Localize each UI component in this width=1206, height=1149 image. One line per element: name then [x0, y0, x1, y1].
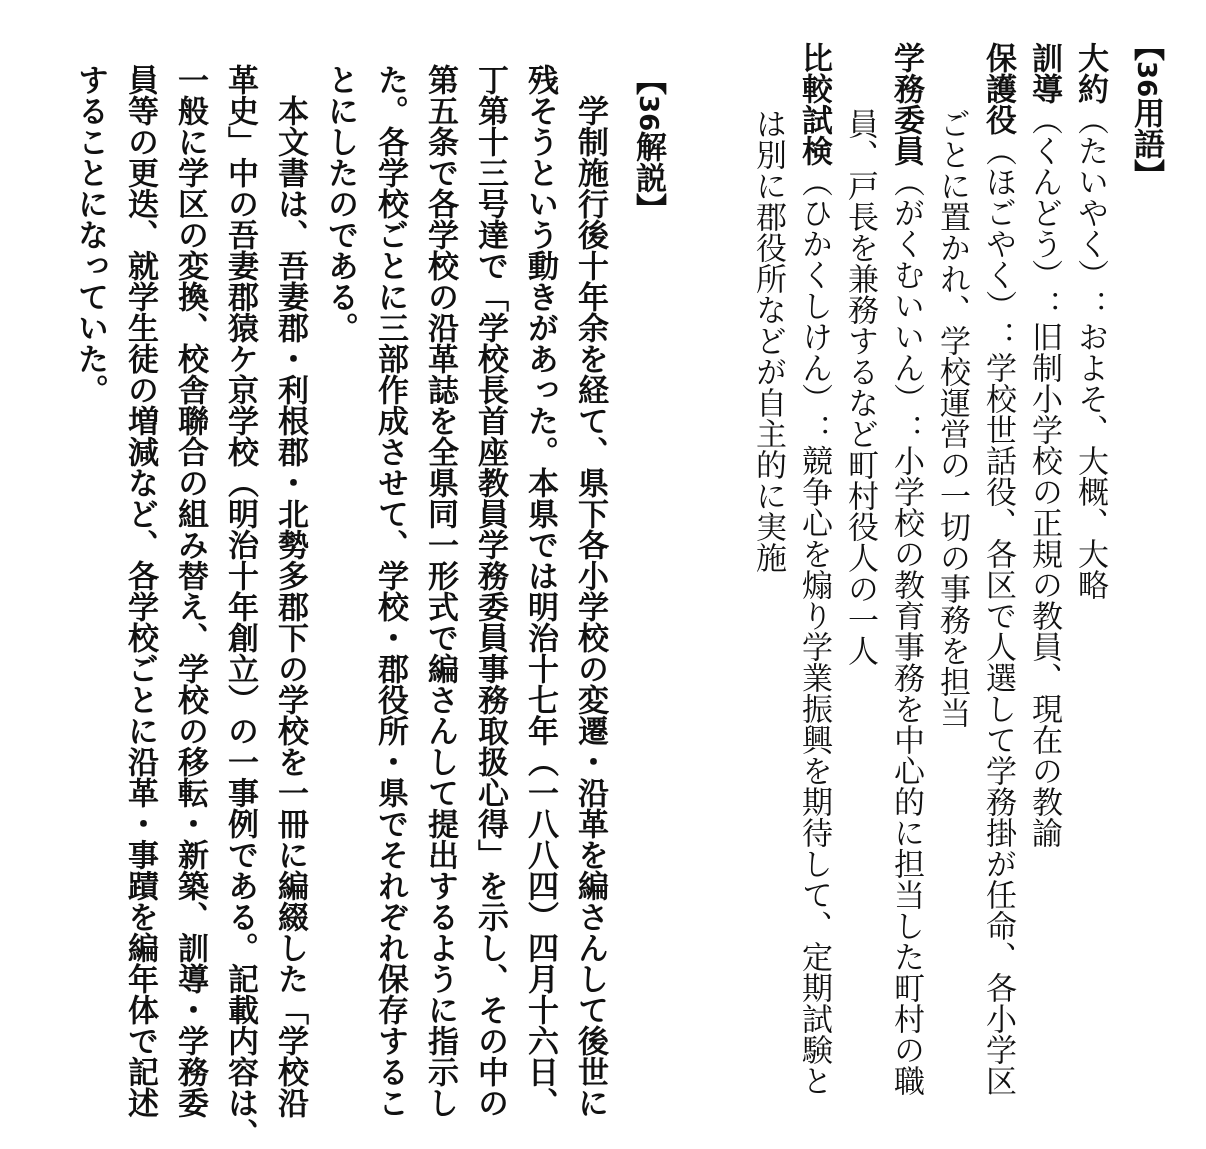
commentary-heading	[626, 64, 670, 224]
glossary-entry	[1068, 42, 1112, 600]
commentary-heading-title: 解説	[630, 131, 666, 194]
glossary-heading	[1124, 30, 1168, 190]
commentary-line: することになっていた。	[72, 64, 108, 405]
glossary-term: 学務委員	[888, 42, 924, 166]
commentary-line: 学制施行後十年余を経て、県下各小学校の変遷・沿革を編さんして後世に	[572, 64, 608, 1118]
commentary-line: とにしたのである。	[322, 64, 358, 343]
glossary-continuation: 員、戸長を兼務するなど町村役人の一人	[842, 108, 878, 666]
glossary-term: 訓導	[1026, 42, 1062, 104]
glossary-entry	[884, 42, 928, 1096]
commentary-heading-number: 36	[633, 95, 663, 132]
glossary-continuation: ごとに置かれ、学校運営の一切の事務を担当	[934, 108, 970, 728]
commentary-line: 残そうという動きがあった。本県では明治十七年（一八八四）四月十六日、	[522, 64, 558, 1118]
glossary-definition: （ほごやく）：学校世話役、各区で人選して学務掛が任命、各小学区	[980, 135, 1016, 1096]
heading-bracket-open: 【	[1128, 30, 1164, 61]
heading-bracket-close: 】	[630, 193, 666, 225]
glossary-definition: （くんどう）：旧制小学校の正規の教員、現在の教諭	[1026, 104, 1062, 848]
commentary-line: 本文書は、吾妻郡・利根郡・北勢多郡下の学校を一冊に編綴した「学校沿	[272, 64, 308, 1118]
heading-bracket-open: 【	[630, 64, 666, 95]
commentary-line: 革史」中の吾妻郡猿ケ京学校（明治十年創立）の一事例である。記載内容は、	[222, 64, 258, 1149]
commentary-line: 第五条で各学校の沿革誌を全県同一形式で編さんして提出するように指示し	[422, 64, 458, 1118]
commentary-line: 丁第十三号達で「学校長首座教員学務委員事務取扱心得」を示し、その中の	[472, 64, 508, 1118]
glossary-entry	[1022, 42, 1066, 848]
glossary-definition: （たいやく）：およそ、大概、大略	[1072, 104, 1108, 600]
glossary-term: 保護役	[980, 42, 1016, 135]
glossary-heading-number: 36	[1131, 61, 1161, 98]
glossary-term: 大約	[1072, 42, 1108, 104]
glossary-entry	[976, 42, 1020, 1096]
glossary-entry	[792, 42, 836, 1096]
heading-bracket-close: 】	[1128, 159, 1164, 191]
glossary-definition: （ひかくしけん）：競争心を煽り学業振興を期待して、定期試験と	[796, 166, 832, 1096]
commentary-line: 員等の更迭、就学生徒の増減など、各学校ごとに沿革・事蹟を編年体で記述	[122, 64, 158, 1118]
commentary-line: 一般に学区の変換、校舎聯合の組み替え、学校の移転・新築、訓導・学務委	[172, 64, 208, 1118]
glossary-continuation: は別に郡役所などが自主的に実施	[750, 108, 786, 573]
glossary-term: 比較試検	[796, 42, 832, 166]
commentary-line: た。各学校ごとに三部作成させて、学校・郡役所・県でそれぞれ保存するこ	[372, 64, 408, 1118]
glossary-heading-title: 用語	[1128, 97, 1164, 160]
glossary-definition: （がくむいいん）：小学校の教育事務を中心的に担当した町村の職	[888, 166, 924, 1096]
